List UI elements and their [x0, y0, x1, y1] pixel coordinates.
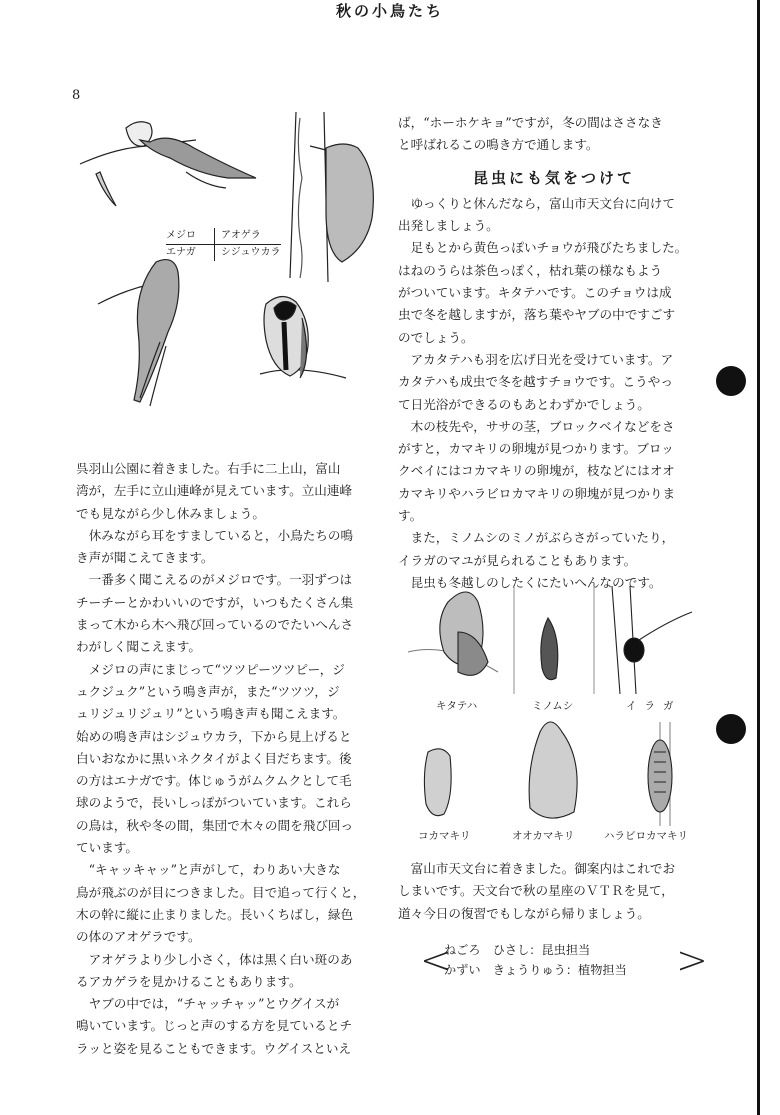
bird-key-row [166, 245, 281, 261]
text-line: アカタテハも羽を広げ日光を受けています。ア [410, 351, 674, 367]
text-line: まって木から木へ飛び回っているのでたいへんさ [76, 617, 354, 633]
text-line: 出発しましょう。 [398, 218, 499, 234]
text-line: イラガのマユが見られることもあります。 [398, 552, 637, 568]
bird-key-label: メジロ [166, 230, 196, 241]
text-line: がついています。キタテハです。このチョウは成 [398, 285, 672, 301]
insects-illustration [398, 582, 710, 844]
insect-label-iraga: イラガ [626, 700, 682, 712]
text-line: ています。 [76, 840, 138, 856]
text-line: “キャッキャッ”と声がして，わりあい大きな [88, 862, 341, 878]
text-line: ュリジュリジュリ”という鳴き声も聞こえます。 [76, 706, 346, 722]
text-line: 球のようで，長いしっぽがついています。これら [76, 795, 352, 811]
text-line: ラッと姿を見ることもできます。ウグイスといえ [76, 1040, 352, 1056]
text-line: カマキリやハラビロカマキリの卵塊が見つかりま [398, 485, 676, 501]
text-line: 昆虫も冬越しのしたくにたいへんなのです。 [410, 574, 662, 590]
signature-line: かずい きょうりゅう：植物担当 [444, 963, 627, 977]
text-line: 道々今日の復習でもしながら帰りましょう。 [398, 905, 650, 921]
bird-key-label: アオゲラ [214, 228, 269, 244]
text-line: 富山市天文台に着きました。御案内はこれでお [410, 861, 676, 876]
text-line: るアカゲラを見かけることもあります。 [76, 973, 302, 989]
text-line: す。 [398, 508, 423, 524]
insect-label-kokamakiri: コカマキリ [418, 830, 471, 842]
text-line: の鳥は，秋や冬の間，集団で木々の間を飛び回っ [76, 817, 354, 833]
signature-line: ねごろ ひさし：昆虫担当 [444, 943, 591, 957]
birds-illustration [76, 108, 376, 426]
text-line: しまいです。天文台で秋の星座のＶＴＲを見て， [398, 883, 674, 899]
bird-key-label: シジュウカラ [214, 245, 281, 261]
text-line: 白いおなかに黒いネクタイがよく目だちます。後 [76, 750, 352, 766]
bird-key [166, 228, 281, 261]
insect-label-kitateha: キタテハ [436, 700, 478, 712]
text-line: き声が聞こえてきます。 [76, 550, 214, 566]
section-title-birds: 秋の小鳥たち [335, 2, 444, 20]
text-line: ヤブの中では，“チャッチャッ”とウグイスが [88, 996, 340, 1012]
right-bracket: > [676, 938, 708, 982]
text-line: また，ミノムシのミノがぶらさがっていたり， [410, 530, 675, 546]
text-line: の方はエナガです。体じゅうがムクムクとして毛 [76, 773, 352, 789]
text-line: でも見ながら少し休みましょう。 [76, 505, 265, 521]
bird-key-label: エナガ [166, 247, 196, 258]
text-line: 呉羽山公園に着きました。右手に二上山，富山 [76, 461, 341, 476]
text-line: アオゲラより少し小さく，体は黒く白い斑のあ [88, 951, 353, 967]
text-line: ュクジュク”という鳴き声が，また“ツツツ，ジ [76, 683, 340, 699]
text-line: チーチーとかわいいのですが，いつもたくさん集 [76, 594, 354, 610]
text-line: がすと，カマキリの卵塊が見つかります。ブロッ [398, 441, 674, 457]
text-line: メジロの声にまじって“ツツピーツツピー，ジ [88, 661, 345, 677]
insect-label-minomushi: ミノムシ [532, 700, 574, 712]
right-column-text [398, 112, 710, 594]
text-line: 湾が，左手に立山連峰が見えています。立山連峰 [76, 483, 353, 499]
text-line: 鳥が飛ぶのが目につきました。目で追って行くと， [76, 884, 366, 900]
insect-label-ookamakiri: オオカマキリ [512, 830, 575, 842]
birds-drawing [76, 108, 376, 426]
text-line: はねのうらは茶色っぽく，枯れ葉の様なもよう [398, 262, 663, 278]
text-line: 休みながら耳をすましていると，小鳥たちの鳴 [88, 527, 354, 543]
left-bracket: < [420, 938, 452, 982]
text-line: 一番多く聞こえるのがメジロです。一羽ずつは [88, 572, 353, 588]
text-line: 虫で冬を越しますが，落ち葉やヤブの中ですごす [398, 307, 676, 323]
page-number: 8 [72, 88, 81, 103]
insect-label-harabirokamakiri: ハラビロカマキリ [604, 830, 688, 842]
text-line: のでしょう。 [398, 329, 474, 345]
left-column-text [76, 458, 376, 1060]
text-line: の体のアオゲラです。 [76, 929, 201, 945]
bird-key-row [166, 228, 281, 245]
text-line: 木の枝先や，ササの茎，ブロックベイなどをさ [410, 418, 675, 434]
text-line: 始めの鳴き声はシジュウカラ，下から見上げると [76, 728, 352, 744]
text-line: て日光浴ができるのもあとわずかでしょう。 [398, 396, 650, 412]
section-title-insects: 昆虫にも気をつけて [472, 168, 635, 187]
insects-drawing [398, 582, 710, 844]
text-line: ば，“ホーホケキョ”ですが，冬の間はささなき [398, 115, 663, 130]
binder-hole-lower [716, 714, 746, 744]
text-line: クベイにはコカマキリの卵塊が，枝などにはオオ [398, 463, 675, 479]
text-line: わがしく聞こえます。 [76, 639, 201, 655]
text-line: 足もとから黄色っぽいチョウが飛びたちました。 [410, 240, 688, 256]
text-line: と呼ばれるこの鳴き方で通します。 [398, 137, 599, 153]
author-signature [420, 938, 708, 988]
text-line: 鳴いています。じっと声のする方を見ているとチ [76, 1018, 353, 1034]
text-line: カタテハも成虫で冬を越すチョウです。こうやっ [398, 374, 673, 390]
binder-hole-upper [716, 366, 746, 396]
text-line: ゆっくりと休んだなら，富山市天文台に向けて [410, 195, 675, 211]
closing-text [398, 858, 710, 925]
text-line: 木の幹に縦に止まりました。長いくちばし，緑色 [76, 906, 354, 922]
